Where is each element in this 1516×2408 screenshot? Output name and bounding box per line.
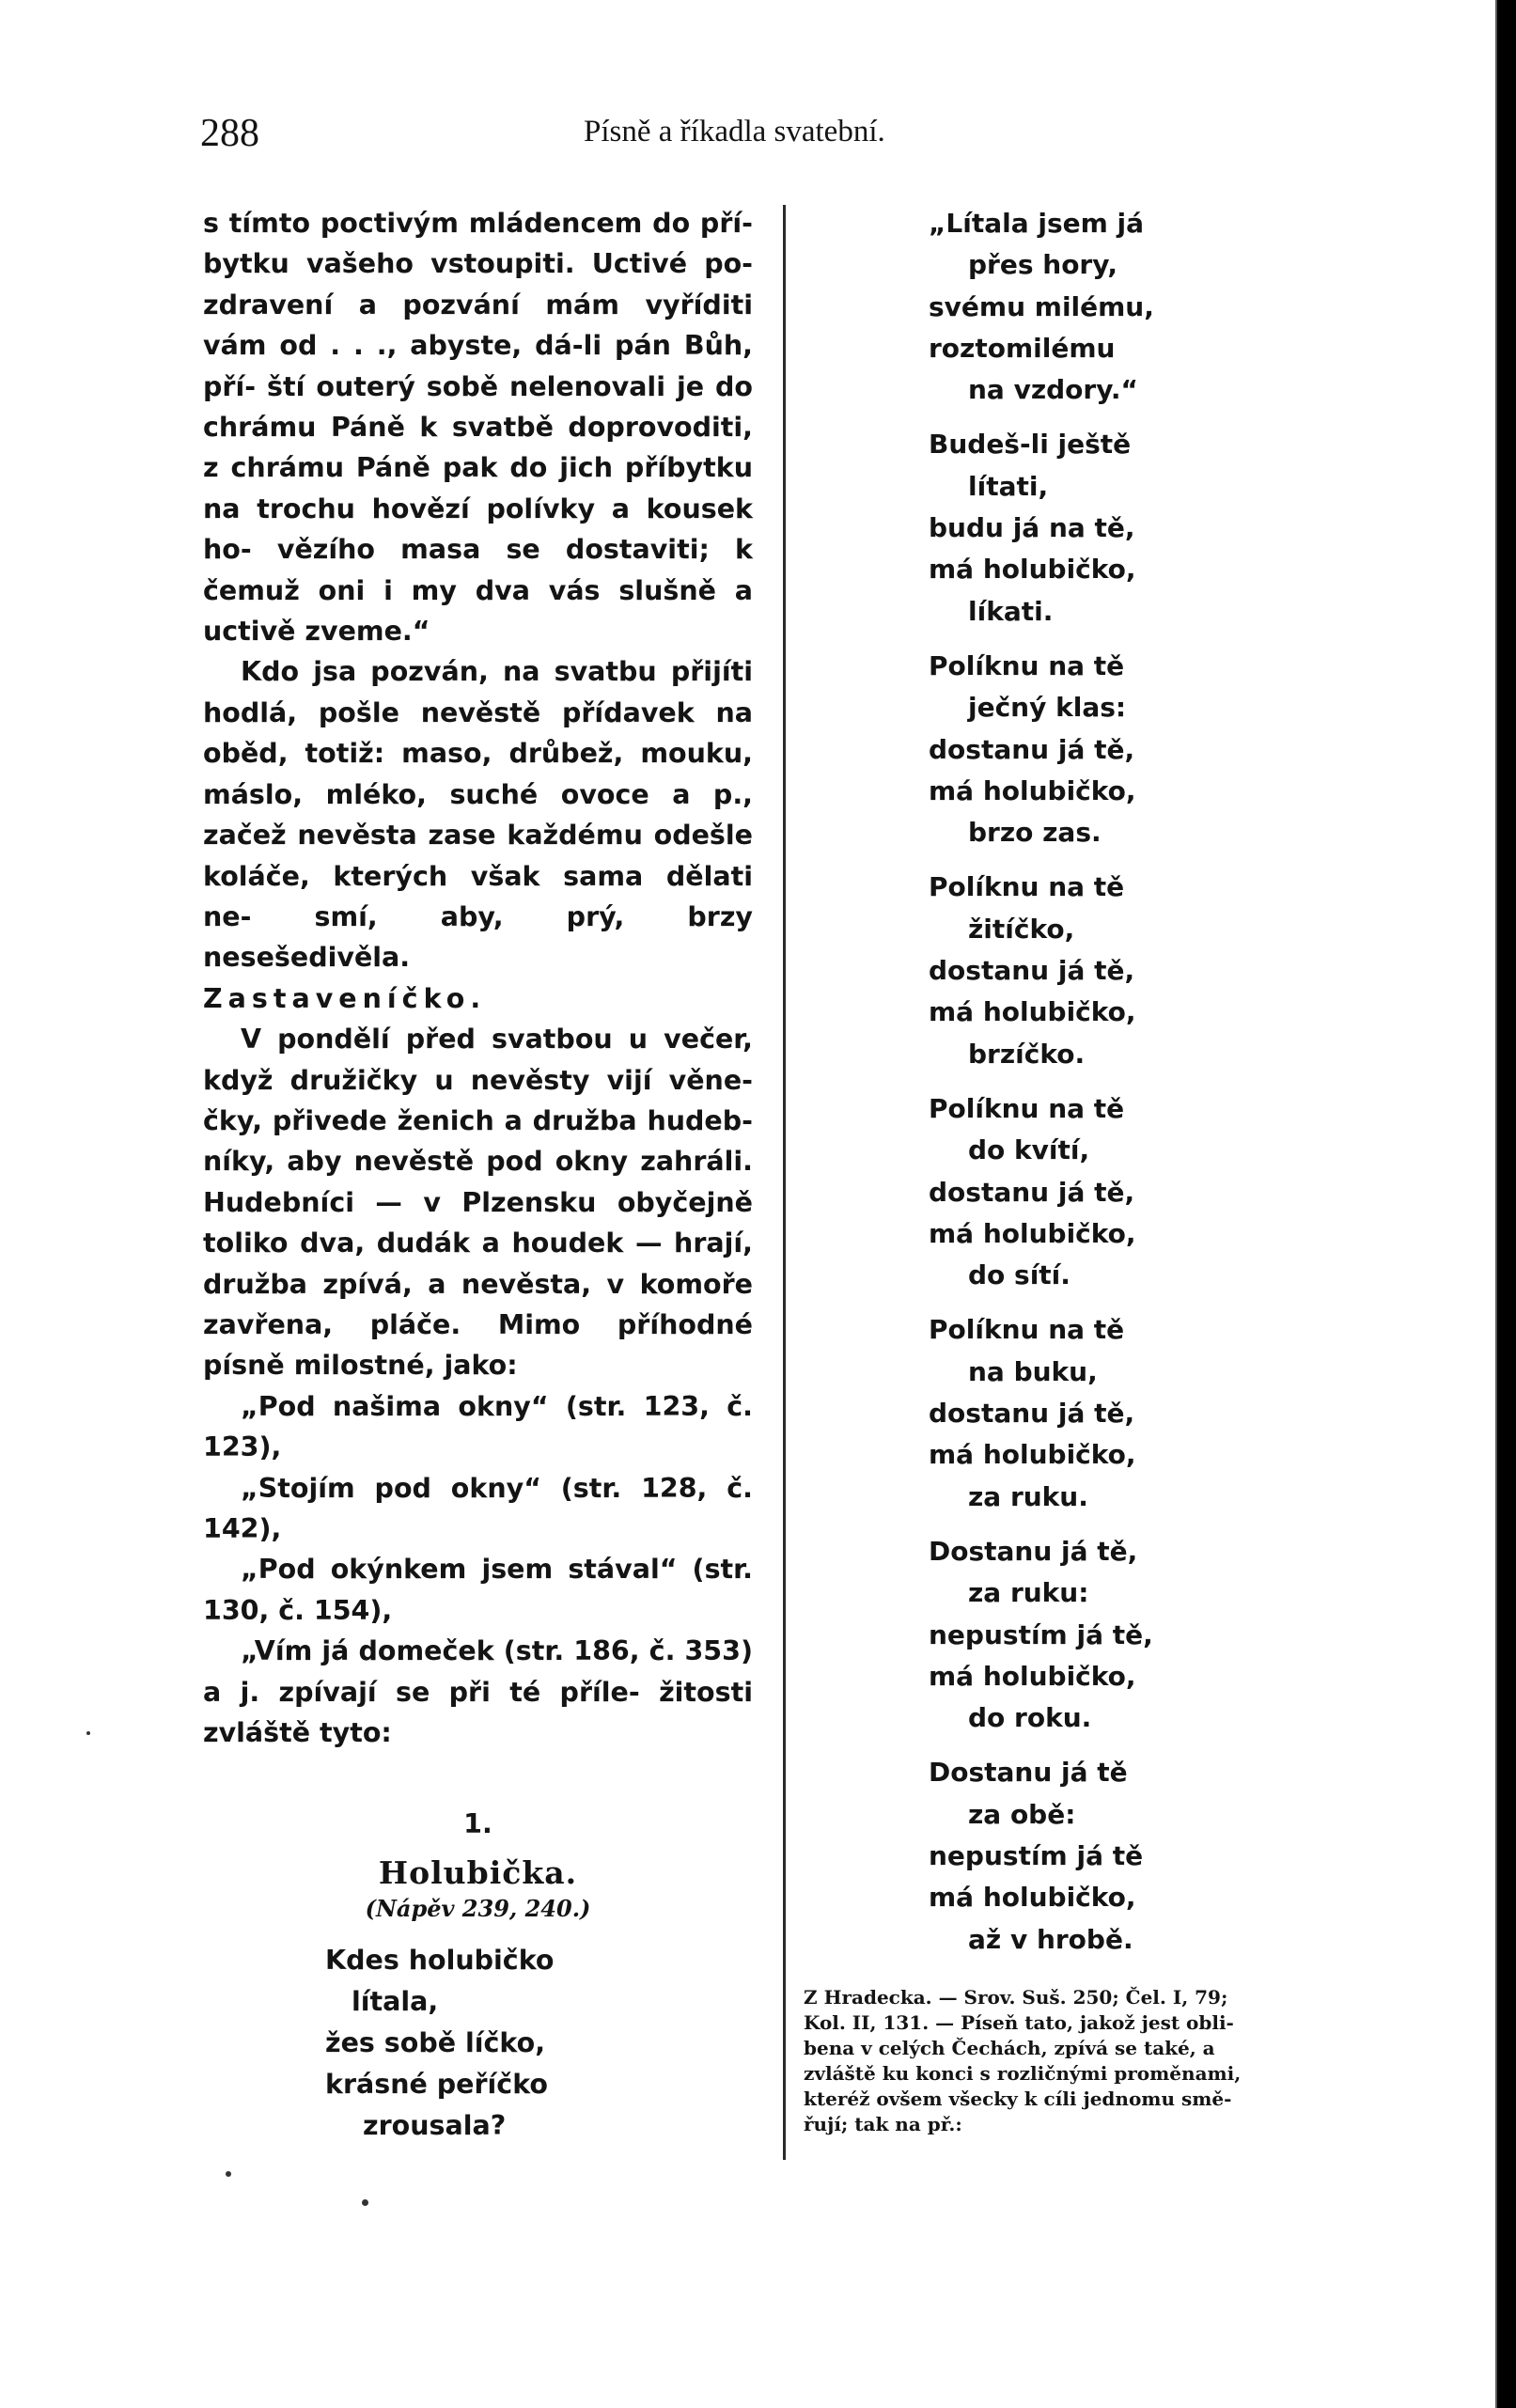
text-line: smí, aby, prý, brzy nesešedivěla. [203, 900, 753, 974]
text-line: i my dva vás slušně a uctivě zveme.“ [203, 574, 753, 648]
stanza [929, 1088, 1323, 1296]
footnote-line: bena v celých Čechách, zpívá se také, a [804, 2037, 1215, 2059]
verse-line: do roku. [968, 1702, 1092, 1734]
stanza [929, 1752, 1323, 1960]
text-line: 130, č. 154), [203, 1594, 393, 1626]
scan-speck [86, 1731, 90, 1735]
verse-line: Dostanu já tě, [929, 1535, 1138, 1567]
verse-line: zrousala? [363, 2110, 507, 2142]
verse-line: má holubičko, [929, 1882, 1136, 1914]
text-line: V pondělí před svatbou u večer, [241, 1024, 753, 1055]
stanza [929, 203, 1323, 411]
verse-line: ječný klas: [968, 692, 1127, 724]
verse-line: Políknu na tě [929, 1092, 1125, 1124]
paragraph-invitation [203, 203, 753, 651]
verse-line: Políknu na tě [929, 871, 1125, 903]
footnote [804, 1985, 1368, 2137]
footnote-line: Kol. II, 131. — Píseň tato, jakož jest obli- [804, 2011, 1234, 2034]
song-reference [203, 1386, 753, 1468]
text-line: družba zpívá, a nevěsta, v komoře [203, 1268, 753, 1300]
verse-line: brzo zas. [968, 817, 1102, 849]
verse-line: dostanu já tě, [929, 1176, 1135, 1208]
text-line: čky, přivede ženich a družba hudeb- [203, 1104, 753, 1136]
verse-line: Políknu na tě [929, 649, 1125, 681]
verse-line: má holubičko, [929, 1439, 1136, 1471]
verse-line: žitíčko, [968, 913, 1075, 945]
left-column [203, 203, 753, 2147]
text-line: „Pod našima okny“ (str. 123, [241, 1390, 710, 1422]
text-line: máslo, mléko, suché ovoce a p., [203, 778, 753, 810]
verse-line: má holubičko, [929, 1217, 1136, 1249]
song-title: Holubička. [378, 1853, 578, 1891]
verse-line: na buku, [968, 1355, 1098, 1387]
scan-speck [226, 2171, 231, 2177]
verse-line: má holubičko, [929, 774, 1136, 806]
stanza [929, 1309, 1323, 1517]
verse-line: má holubičko, [929, 996, 1136, 1028]
verse-line: roztomilému [929, 332, 1116, 364]
text-line: hodlá, pošle nevěstě přídavek na [203, 696, 753, 728]
page-header [200, 111, 966, 167]
verse-line: svému milému, [929, 290, 1154, 322]
verse-line: Kdes holubičko [325, 1945, 555, 1977]
verse-line: budu já na tě, [929, 512, 1135, 544]
verse-line: nepustím já tě, [929, 1618, 1153, 1650]
column-divider [783, 205, 786, 2160]
verse-line: do sítí. [968, 1259, 1071, 1291]
paragraph-gifts [203, 651, 753, 977]
text-line: č. 353) a j. zpívají se při té příle- [203, 1635, 753, 1708]
verse-line: dostanu já tě, [929, 955, 1135, 987]
song-reference [203, 1468, 753, 1550]
text-line: koláče, kterých však sama dělati ne- [203, 860, 753, 932]
verse-line: Dostanu já tě [929, 1757, 1128, 1789]
text-line: „Vím já domeček (str. 186, [241, 1635, 640, 1667]
footnote-line: Z Hradecka. — Srov. Suš. 250; Čel. I, 79; [804, 1986, 1228, 2009]
text-line: od . . ., abyste, dá-li pán Bůh, pří- [203, 330, 753, 402]
verse-line: brzíčko. [968, 1038, 1086, 1070]
verse-line: žes sobě líčko, [325, 2027, 546, 2059]
text-line: č. 123), [203, 1390, 753, 1463]
verse-line: na vzdory.“ [968, 374, 1138, 406]
verse-line: do kvítí, [968, 1134, 1090, 1166]
text-line: zdravení a pozvání mám vyříditi vám [203, 289, 753, 362]
scan-speck [362, 2199, 368, 2206]
verse-line: přes hory, [968, 249, 1117, 281]
song-number: 1. [463, 1808, 492, 1840]
stanza [929, 424, 1323, 632]
text-line: začež nevěsta zase každému odešle [203, 820, 753, 852]
text-line: toliko dva, dudák a houdek — hrají, [203, 1227, 753, 1259]
text-line: č. 142), [203, 1472, 753, 1544]
verse-line: až v hrobě. [968, 1923, 1133, 1955]
text-line: níky, aby nevěstě pod okny zahráli. [203, 1146, 753, 1178]
verse-line: dostanu já tě, [929, 1398, 1135, 1430]
verse-line: lítati, [968, 470, 1049, 502]
text-line: žitosti zvláště tyto: [203, 1676, 753, 1749]
stanza [929, 646, 1323, 853]
verse-line: líkati. [968, 595, 1054, 627]
song-verse [325, 1940, 753, 2147]
verse-line: má holubičko, [929, 1660, 1136, 1692]
text-line: vězího masa se dostaviti; k čemuž oni [203, 534, 753, 606]
verse-line: za ruku: [968, 1577, 1089, 1609]
verse-line: za obě: [968, 1798, 1076, 1830]
text-line: „Pod okýnkem jsem stával“ (str. [241, 1554, 753, 1586]
song-reference [203, 1631, 753, 1753]
text-line: milostné, jako: [293, 1350, 518, 1382]
text-line: bytku vašeho vstoupiti. Uctivé po- [203, 248, 753, 280]
verse-line: za ruku. [968, 1480, 1088, 1512]
verse-line: „Lítala jsem já [929, 208, 1145, 239]
footnote-line: řují; tak na př.: [804, 2113, 962, 2135]
right-column [929, 203, 1323, 1974]
text-line: ští outerý sobě nelenovali je do [267, 370, 753, 402]
song-tune-reference: (Nápěv 239, 240.) [365, 1895, 591, 1923]
page-edge [1495, 0, 1497, 2408]
text-line: z chrámu Páně pak do jich příbytku [203, 452, 753, 484]
text-line: chrámu Páně k svatbě doprovoditi, [203, 412, 753, 444]
song-reference [203, 1549, 753, 1631]
verse-line: nepustím já tě [929, 1839, 1144, 1871]
page-number: 288 [200, 112, 259, 155]
text-line: když družičky u nevěsty vijí věne- [203, 1064, 753, 1096]
running-title: Písně a říkadla svatební. [584, 115, 885, 149]
text-line: na trochu hovězí polívky a kousek ho- [203, 493, 753, 566]
scan-border [1497, 0, 1516, 2408]
stanza [929, 1531, 1323, 1739]
section-heading: Zastaveníčko. [203, 982, 487, 1014]
verse-line: krásné peříčko [325, 2069, 548, 2101]
verse-line: dostanu já tě, [929, 733, 1135, 765]
text-line: Kdo jsa pozván, na svatbu přijíti [241, 656, 753, 688]
text-line: Hudebníci — v Plzensku obyčejně [203, 1186, 753, 1218]
text-line: „Stojím pod okny“ (str. 128, [241, 1472, 708, 1504]
text-line: zavřena, pláče. Mimo příhodné písně [203, 1308, 753, 1382]
verse-line: má holubičko, [929, 554, 1136, 586]
footnote-line: kteréž ovšem všecky k cíli jednomu smě- [804, 2087, 1232, 2110]
stanza [929, 867, 1323, 1074]
text-line: s tímto poctivým mládencem do pří- [203, 208, 753, 239]
footnote-line: zvláště ku konci s rozličnými proměnami, [804, 2062, 1242, 2085]
paragraph-serenade [203, 1019, 753, 1386]
verse-line: Políknu na tě [929, 1314, 1125, 1346]
text-line: oběd, totiž: maso, drůbež, mouku, [203, 738, 753, 770]
verse-line: Budeš-li ještě [929, 429, 1132, 461]
verse-line: lítala, [352, 1986, 439, 2018]
